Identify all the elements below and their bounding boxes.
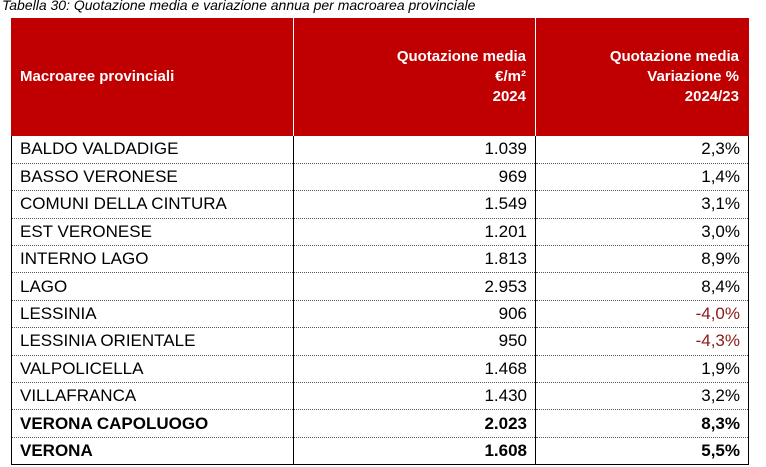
cell-area: LESSINIA: [12, 300, 294, 327]
header-change-line-2: Variazione %: [647, 68, 739, 85]
cell-price: 950: [294, 328, 536, 355]
cell-change: 3,1%: [536, 191, 749, 218]
cell-change-negative: -4,3%: [536, 328, 749, 355]
cell-area: VALPOLICELLA: [12, 355, 294, 382]
cell-price: 2.953: [294, 273, 536, 300]
cell-price: 1.201: [294, 218, 536, 245]
cell-change: 8,9%: [536, 246, 749, 273]
table-row-total: [12, 410, 749, 437]
cell-change: 1,4%: [536, 163, 749, 190]
cell-area: COMUNI DELLA CINTURA: [12, 191, 294, 218]
table-row: [12, 163, 749, 190]
cell-price: 1.468: [294, 355, 536, 382]
header-price-line-3: 2024: [492, 88, 526, 105]
cell-change-negative: -4,0%: [536, 300, 749, 327]
header-price-line-1: Quotazione media: [396, 48, 526, 65]
cell-price: 906: [294, 300, 536, 327]
cell-area: BASSO VERONESE: [12, 163, 294, 190]
table-row: [12, 383, 749, 410]
cell-change: 8,3%: [536, 410, 749, 437]
table-row: [12, 300, 749, 327]
table-caption: Tabella 30: Quotazione media e variazione annua per macroarea provinciale: [2, 0, 476, 13]
cell-area: LAGO: [12, 273, 294, 300]
cell-change: 1,9%: [536, 355, 749, 382]
header-change-line-3: 2024/23: [684, 88, 739, 105]
table-row: [12, 136, 749, 163]
header-price-line-2: €/m²: [495, 68, 526, 85]
cell-price: 1.039: [294, 136, 536, 163]
cell-change: 8,4%: [536, 273, 749, 300]
cell-change: 3,2%: [536, 383, 749, 410]
cell-price: 1.608: [294, 437, 536, 464]
header-macroarea: Macroaree provinciali: [12, 18, 294, 136]
table-row: [12, 355, 749, 382]
table-row-total: [12, 437, 749, 464]
table-header-row: [12, 18, 749, 136]
table-row: [12, 328, 749, 355]
table-row: [12, 273, 749, 300]
cell-change: 2,3%: [536, 136, 749, 163]
cell-price: 969: [294, 163, 536, 190]
cell-price: 1.813: [294, 246, 536, 273]
cell-area: VERONA CAPOLUOGO: [12, 410, 294, 437]
cell-price: 1.549: [294, 191, 536, 218]
table-row: [12, 218, 749, 245]
cell-price: 2.023: [294, 410, 536, 437]
table-row: [12, 191, 749, 218]
quotation-table: [11, 18, 749, 465]
cell-area: VERONA: [12, 437, 294, 464]
cell-area: EST VERONESE: [12, 218, 294, 245]
cell-area: LESSINIA ORIENTALE: [12, 328, 294, 355]
cell-area: BALDO VALDADIGE: [12, 136, 294, 163]
table-row: [12, 246, 749, 273]
cell-change: 3,0%: [536, 218, 749, 245]
header-change-line-1: Quotazione media: [609, 48, 739, 65]
cell-change: 5,5%: [536, 437, 749, 464]
header-change: [536, 18, 749, 136]
cell-area: VILLAFRANCA: [12, 383, 294, 410]
cell-area: INTERNO LAGO: [12, 246, 294, 273]
header-price: [294, 18, 536, 136]
cell-price: 1.430: [294, 383, 536, 410]
